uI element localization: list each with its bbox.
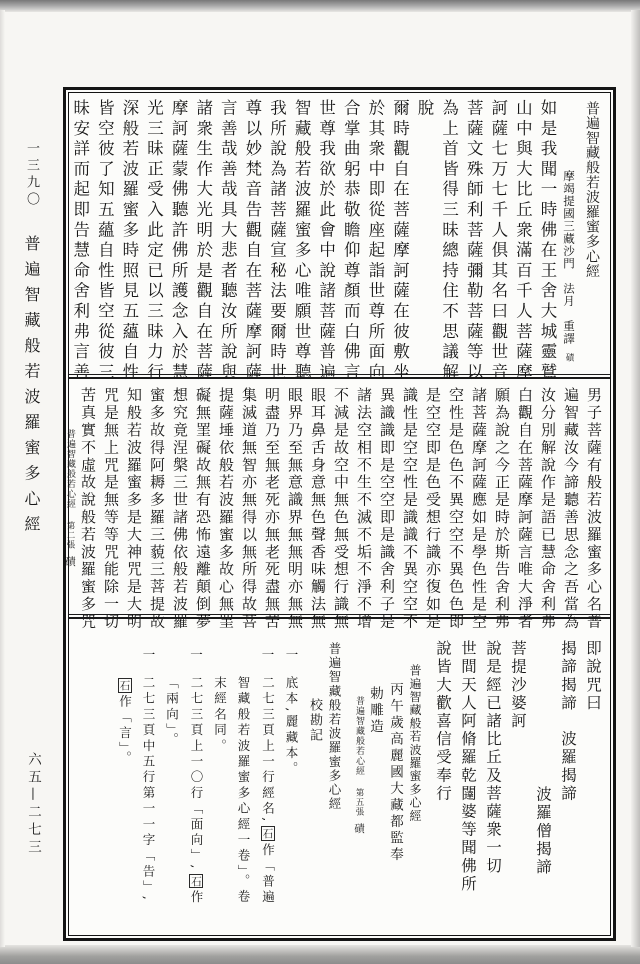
edition-mark: 磧 (64, 555, 76, 567)
note-text (284, 676, 299, 777)
text-column: 智藏般若波羅蜜多心唯願世尊聽 (292, 99, 312, 384)
text-column: 光三昧正受入此定已以三昧力行 (144, 99, 164, 384)
sheet-note-title: 普遍智藏般若心經 (354, 696, 364, 776)
collation-note-column (160, 626, 184, 935)
section-bottom (69, 620, 610, 935)
note-text (261, 676, 276, 906)
text-column: 訶薩七万七千人俱其名曰觀世音 (488, 99, 508, 384)
text-column: 世尊我欲於此會中說諸菩薩普遍 (316, 99, 336, 384)
text-column: 遍智藏汝今諦聽善思念之吾當為 (562, 387, 580, 631)
collation-note-column (232, 626, 256, 935)
running-title: 普遍智藏般若波羅蜜多心經 (22, 235, 41, 541)
section-top (69, 93, 610, 384)
text-column: 咒是無上咒是無等等咒能除一切 (102, 387, 120, 631)
text-column: 苦真實不虛故說般若波羅蜜多咒 (79, 387, 97, 631)
text-column: 諸衆生作大光明於是觀自在菩薩 (193, 99, 213, 384)
text-column: 願為說之今正是時於斯告舍利弗 (493, 387, 511, 631)
text-column: 白觀自在菩薩摩訶薩言唯大淨者 (516, 387, 534, 631)
collation-note-column (255, 626, 280, 935)
text-column: 礙無罣礙故無有恐怖遠離顛倒夢 (194, 387, 212, 631)
collation-note-column (208, 626, 232, 935)
text-column: 我所說為諸菩薩宣秘法要爾時世 (267, 99, 287, 384)
text-column: 世間天人阿脩羅乾闥婆等聞佛所 (459, 640, 477, 894)
sheet-note-number: 第五張 (354, 788, 364, 817)
note-text (236, 676, 251, 905)
collation-note-column (280, 626, 304, 935)
text-column: 空性是色色不異空空不異色色即 (447, 387, 465, 631)
colophon-line: 勅雕造 (367, 686, 383, 736)
text-column: 眼界乃至無意識界無無明亦無無 (286, 387, 304, 631)
mantra-line: 菩提沙婆訶 (509, 640, 527, 731)
text-column: 為上首皆得三昧總持住不思議解 (439, 99, 459, 384)
section-middle (64, 381, 610, 631)
volume-page-number: 六五—二七三 (25, 752, 41, 857)
end-title: 普遍智藏般若波羅蜜多心經 (408, 664, 422, 823)
boxed-edition-char: 石 (118, 680, 131, 691)
translator-line (559, 99, 578, 374)
text-column: 男子菩薩有般若波羅蜜多心名普 (585, 387, 603, 631)
edition-mark: 磧 (564, 353, 574, 362)
text-column: 不減是故空中無色無受想行識無 (332, 387, 350, 631)
note-text-segment: 作「普遍 (260, 842, 276, 906)
text-column: 集滅道無智亦無得以無所得故菩 (240, 387, 258, 631)
sutra-title: 普遍智藏般若波羅蜜多心經 (584, 101, 600, 279)
note-text (141, 676, 156, 903)
text-column: 菩薩文殊師利菩薩彌勒菩薩等以 (464, 99, 484, 384)
text-column: 合掌曲躬恭敬瞻仰尊顏而白佛言 (341, 99, 361, 384)
text-column: 想究竟涅槃三世諸佛依般若波羅 (171, 387, 189, 631)
text-column: 於其衆中即從座起詣世尊所面向 (365, 99, 385, 384)
collation-header: 校勘記 (307, 698, 322, 743)
collation-scripture-title: 普遍智藏般若波羅蜜多心經 (327, 642, 342, 812)
text-column: 眼耳鼻舌身意無色聲香味觸法無 (309, 387, 327, 631)
collation-note-column (137, 626, 161, 935)
mantra-line: 波羅僧揭諦 (534, 786, 552, 877)
text-column: 脫 (415, 99, 435, 120)
text-column: 說是經已諸比丘及菩薩衆一切 (484, 640, 502, 876)
text-column: 皆空彼了知五蘊自性皆空從彼三 (95, 99, 115, 384)
sheet-marker-note (352, 626, 365, 935)
boxed-edition-char: 石 (190, 875, 202, 887)
item-marker: 一 (284, 648, 299, 661)
note-text-segment: 二七三頁上一〇行「面向」, (189, 676, 204, 872)
catalog-number: 一三九〇 (24, 141, 39, 209)
edition-mark: 磧 (353, 822, 365, 834)
scan-edge-right (631, 10, 640, 947)
collation-note-column (112, 626, 137, 935)
text-column: 識性是空空性是識識不異空空不 (401, 387, 419, 631)
item-marker: 一 (188, 648, 204, 661)
text-column: 尊以妙梵音告觀自在菩薩摩訶薩 (242, 99, 262, 384)
section-divider-1 (69, 374, 610, 379)
text-column: 言善哉善哉具大悲者聽汝所說與 (218, 99, 238, 384)
text-column: 爾時觀自在菩薩摩訶薩在彼敷坐 (390, 99, 410, 384)
note-text-segment: 「兩向」。 (164, 676, 180, 749)
note-text (118, 676, 133, 767)
text-column: 諸法空相不生不滅不垢不淨不增 (355, 387, 373, 631)
mantra-intro: 即說咒曰 (584, 640, 602, 713)
collation-note-column (184, 626, 209, 935)
translator-text: 摩竭提國三藏沙門 法月 重譯 (562, 170, 576, 345)
text-column: 深般若波羅蜜多時照見五蘊自性 (119, 99, 139, 384)
colophon-line: 丙午歲高麗國大藏都監奉 (387, 682, 403, 864)
note-text-segment: 二七三頁上一行經名, (260, 676, 276, 825)
sheet-marker-note (63, 387, 76, 614)
note-text-segment: 作「言」。 (117, 694, 133, 767)
sheet-note-title: 普遍智藏般若心經 (65, 429, 75, 509)
text-column: 山中與大比丘衆滿百千人菩薩摩 (513, 99, 533, 384)
text-column: 說皆大歡喜信受奉行 (434, 640, 452, 803)
text-column: 諸菩薩摩訶薩應如是學色性是空 (470, 387, 488, 631)
text-column: 異識識即是空空即是識舍利子是 (378, 387, 396, 631)
boxed-edition-char: 石 (261, 828, 274, 839)
note-text-segment: 末經名同。 (212, 676, 228, 755)
text-column: 知般若波羅蜜多是大神咒是大明 (125, 387, 143, 631)
note-text-segment: 底本,麗藏本。 (284, 676, 299, 778)
item-marker: 一 (141, 648, 156, 661)
note-text (189, 676, 204, 906)
text-column: 明盡乃至無老死亦無老死盡無苦 (263, 387, 281, 631)
scan-edge-top (0, 0, 640, 12)
scan-edge-left (0, 10, 5, 947)
text-column: 提薩埵依般若波羅蜜多故心無罣 (217, 387, 235, 631)
inner-frame-border (64, 92, 611, 936)
text-column: 摩訶薩蒙佛聽許佛所護念入於慧 (169, 99, 189, 384)
margin-labels (20, 141, 43, 541)
note-text-segment: 二七三頁中五行第一一字「告」, (141, 676, 156, 903)
text-column: 汝分別解說作是語已慧命舍利弗 (539, 387, 557, 631)
note-text-segment: 作 (189, 890, 204, 906)
text-column: 蜜多故得阿耨多羅三藐三菩提故 (148, 387, 166, 631)
text-column: 昧安詳而起即告慧命舍利弗言善 (70, 99, 90, 384)
note-text (213, 676, 228, 755)
scan-edge-bottom (0, 945, 640, 964)
section-divider-2 (69, 614, 610, 619)
text-column: 是空空即是色受想行識亦復如是 (424, 387, 442, 631)
sheet-note-number: 第二張 (65, 521, 75, 550)
mantra-line: 揭諦揭諦 波羅揭諦 (559, 640, 577, 803)
page-frame (63, 87, 616, 941)
item-marker: 一 (260, 648, 275, 661)
text-column: 如是我聞一時佛在王舍大城靈鷲 (538, 99, 557, 384)
note-text (165, 676, 180, 748)
note-text-segment: 智藏般若波羅蜜多心經一卷」。卷 (236, 676, 251, 906)
